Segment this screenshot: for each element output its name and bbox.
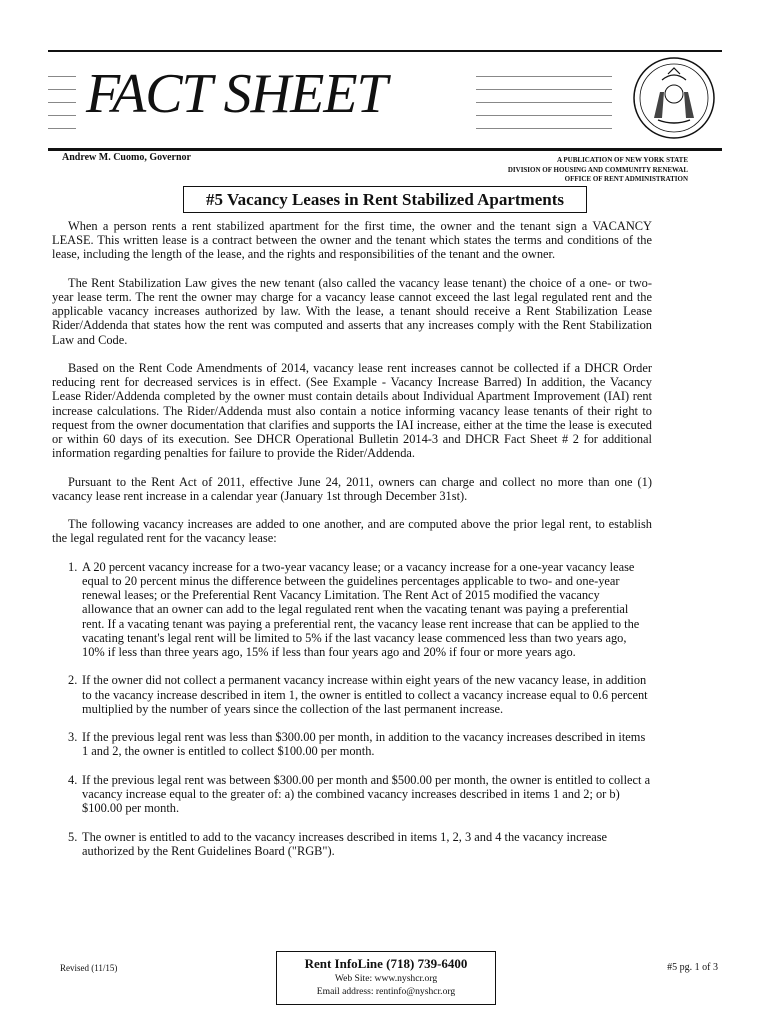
- paragraph: Based on the Rent Code Amendments of 2014, vacancy lease rent increases cannot be collected if a DHCR Order reducing rent for decreased services is in effect. (See Example - Vacancy Increase Barred) In addition, the Vacancy Lease Rider/Addenda completed by the owner must contain details about Individual Apartment Improvement (IAI) rent increase calculations. The Rider/Addenda must also contain a notice informing vacancy lease tenants of their right to request from the owner documentation that clarifies and supports the IAI increase, either at the time the lease is executed or within 60 days of its execution. See DHCR Operational Bulletin 2014-3 and DHCR Fact Sheet # 2 for additional information regarding penalties for failure to provide the Rider/Addenda.: [52, 361, 652, 461]
- paragraph: Pursuant to the Rent Act of 2011, effective June 24, 2011, owners can charge and collect no more than one (1) vacancy lease rent increase in a calendar year (January 1st through December 31st).: [52, 474, 652, 503]
- nys-seal-icon: [632, 56, 716, 140]
- document-title-box: [183, 186, 587, 213]
- revised-date: Revised (11/15): [60, 963, 118, 973]
- list-item-number: 1.: [68, 559, 78, 574]
- vacancy-increase-list: [68, 560, 652, 858]
- list-item: [68, 830, 652, 858]
- header-top-rule: [48, 50, 722, 52]
- publisher-line: A PUBLICATION OF NEW YORK STATE: [556, 156, 688, 164]
- list-item: [68, 730, 652, 758]
- rent-infoline: Rent InfoLine (718) 739-6400: [304, 956, 468, 971]
- publisher-line: OFFICE OF RENT ADMINISTRATION: [564, 175, 688, 183]
- paragraph: The following vacancy increases are added to one another, and are computed above the prior legal rent, to establish the legal regulated rent for the vacancy lease:: [52, 517, 652, 546]
- fact-sheet-title: FACT SHEET: [86, 63, 387, 125]
- document-title: #5 Vacancy Leases in Rent Stabilized Apartments: [206, 190, 564, 209]
- governor-name: Andrew M. Cuomo, Governor: [62, 152, 191, 163]
- list-item-number: 4.: [68, 772, 78, 787]
- paragraph: The Rent Stabilization Law gives the new tenant (also called the vacancy lease tenant) the choice of a one- or two-year lease term. The rent the owner may charge for a vacancy lease cannot exceed the last legal regulated rent and the applicable vacancy increases authorized by law. With the lease, a tenant should receive a Rent Stabilization Lease Rider/Addenda that states how the rent was computed and asserts that any increases comply with the Rent Stabilization Law and Code.: [52, 275, 652, 347]
- list-item-text: If the previous legal rent was less than $300.00 per month, in addition to the vacancy increases described in items 1 and 2, the owner is entitled to collect $100.00 per month.: [82, 730, 646, 759]
- list-item-text: The owner is entitled to add to the vacancy increases described in items 1, 2, 3 and 4 the vacancy increase authorized by the Rent Guidelines Board ("RGB").: [82, 829, 608, 858]
- list-item: [68, 773, 652, 816]
- email-link[interactable]: Email address: rentinfo@nyshcr.org: [316, 986, 456, 997]
- list-item: [68, 673, 652, 716]
- contact-info-box: [276, 951, 496, 1005]
- document-body: [52, 219, 652, 872]
- list-item-number: 3.: [68, 730, 78, 745]
- list-item-number: 5.: [68, 829, 78, 844]
- list-item-text: A 20 percent vacancy increase for a two-year vacancy lease; or a vacancy increase for a one-year vacancy lease equal to 20 percent minus the difference between the guidelines percentages applicable to two- and one-year renewal leases; or the Preferential Rent Vacancy Limitation. The Rent Act of 2015 modified the vacancy allowance that an owner can add to the legal regulated rent when the vacating tenant was paying a preferential rent. If a vacating tenant was paying a preferential rent, the vacancy lease rent increase that can be applied to the vacating tenant's legal rent will be limited to 5% if the last vacancy lease commenced less than two years ago, 10% if less than three years ago, 15% if less than four years ago and 20% if four or more years ago.: [82, 559, 640, 660]
- paragraph: When a person rents a rent stabilized apartment for the first time, the owner and the tenant sign a VACANCY LEASE. This written lease is a contract between the owner and the tenant which states the terms and conditions of the lease, including the length of the lease, and the rights and responsibilities of the tenant and the owner.: [52, 219, 652, 262]
- list-item-text: If the previous legal rent was between $300.00 per month and $500.00 per month, the owner is entitled to collect a vacancy increase equal to the greater of: a) the combined vacancy increases described in items 1 and 2; or b) $100.00 per month.: [82, 772, 651, 816]
- publisher-line: DIVISION OF HOUSING AND COMMUNITY RENEWAL: [507, 165, 688, 174]
- header-bottom-rule: [48, 148, 722, 151]
- website-link[interactable]: Web Site: www.nyshcr.org: [334, 973, 438, 984]
- list-item-number: 2.: [68, 673, 78, 688]
- page-number: #5 pg. 1 of 3: [667, 962, 718, 973]
- publisher-info: [428, 156, 688, 185]
- list-item-text: If the owner did not collect a permanent vacancy increase within eight years of the new vacancy lease, in addition to the vacancy increase described in item 1, the owner is entitled to collect a vacancy increase equal to 0.6 percent multiplied by the number of years since the collection of the last permanent increase.: [82, 673, 648, 716]
- list-item: [68, 560, 652, 659]
